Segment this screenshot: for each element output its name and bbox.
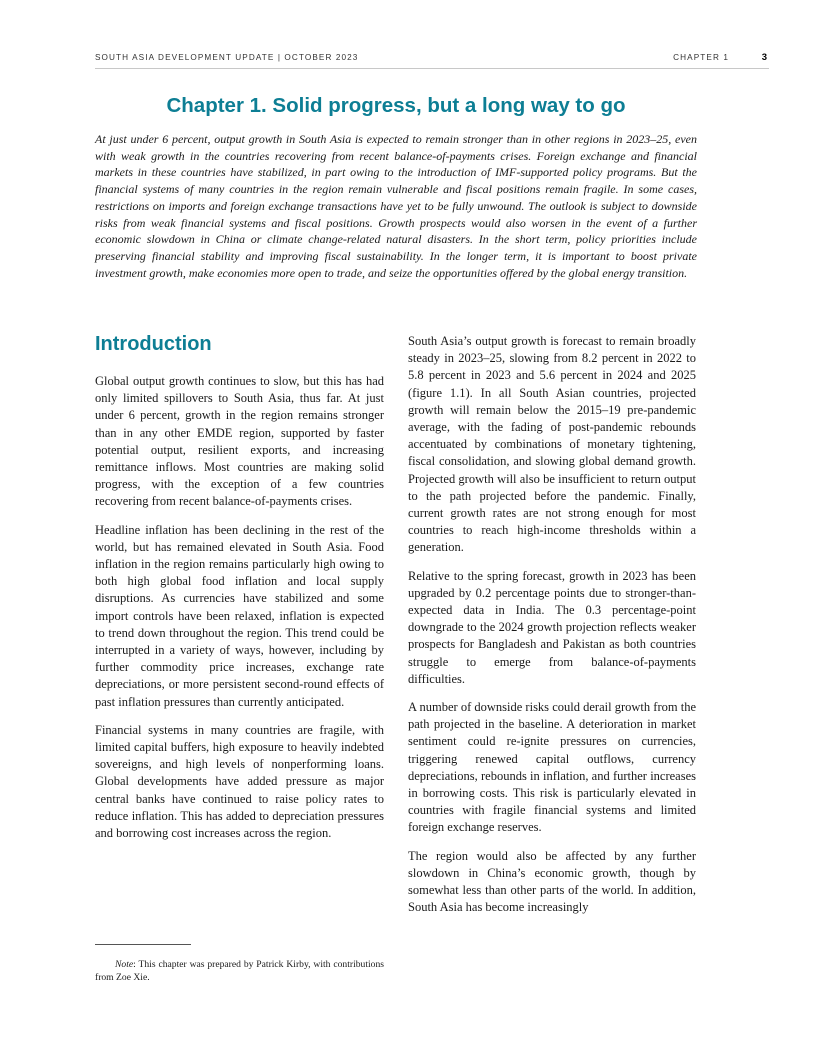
right-column (408, 333, 696, 928)
body-paragraph: Global output growth continues to slow, but this has had only limited spillovers to South Asia, thus far. At just under 6 percent, growth in the region remains stronger than in any other EMDE region, supported by faster potential output, resilient exports, and increasing remittance inflows. Most countries are making solid progress, with the exception of a few countries recovering from recent balance-of-payments crises. (95, 374, 384, 509)
chapter-title: Chapter 1. Solid progress, but a long way to go (166, 94, 626, 117)
chapter-summary: At just under 6 percent, output growth in South Asia is expected to remain stronger than in other regions in 2023–25, even with weak growth in the countries recovering from recent balance-of-payments crises. Foreign exchange and financial markets in these countries have stabilized, in part owing to the introduction of IMF-supported policy programs. But the financial systems of many countries in the region remain vulnerable and fiscal positions remain fragile. In some cases, restrictions on imports and foreign exchange transactions have yet to be fully unwound. The outlook is subject to downside risks from weak financial systems and fiscal positions. Growth prospects would also worsen in the event of a further economic slowdown in China or climate change-related natural disasters. In the short term, policy priorities include preserving financial stability and improving fiscal sustainability. In the longer term, it is important to boost private investment growth, make economies more open to trade, and seize the opportunities offered by the global energy transition. (95, 132, 697, 280)
body-paragraph: Headline inflation has been declining in the rest of the world, but has remained elevated in South Asia. Food inflation in the region remains particularly high owing to both high global food inflation and local supply disruptions. As currencies have stabilized and some import controls have been relaxed, inflation is expected to trend down throughout the region. This trend could be interrupted in a variety of ways, however, including by further commodity price increases, exchange rate depreciations, or more persistent second-round effects of past inflation pressures than currently anticipated. (95, 522, 384, 709)
left-column (95, 332, 384, 853)
body-paragraph: The region would also be affected by any further slowdown in China’s economic growth, though by somewhat less than other parts of the world. In addition, South Asia has become increasingly (408, 848, 696, 915)
publication-title: SOUTH ASIA DEVELOPMENT UPDATE | OCTOBER 2023 (95, 53, 359, 62)
page-number: 3 (761, 52, 767, 63)
header-divider (95, 68, 769, 69)
body-paragraph: A number of downside risks could derail growth from the path projected in the baseline. A deterioration in market sentiment could re-ignite pressures on currencies, triggering renewed capital outflows, currency depreciations, rebounds in inflation, and further increases in borrowing costs. This risk is particularly elevated in countries with fragile financial systems and limited foreign exchange reserves. (408, 700, 696, 835)
chapter-label: CHAPTER 1 (673, 53, 729, 62)
footnote-label: Note (115, 959, 134, 970)
footnote-text: : This chapter was prepared by Patrick Kirby, with contributions from Zoe Xie. (95, 959, 384, 983)
footnote (95, 958, 384, 984)
body-paragraph: Financial systems in many countries are fragile, with limited capital buffers, high exposure to heavily indebted sovereigns, and high levels of nonperforming loans. Global developments have added pressure as major central banks have continued to raise policy rates to reduce inflation. This has added to depreciation pressures and borrowing cost increases across the region. (95, 722, 384, 841)
body-paragraph: South Asia’s output growth is forecast to remain broadly steady in 2023–25, slowing from 8.2 percent in 2022 to 5.8 percent in 2023 and 5.6 percent in 2024 and 2025 (figure 1.1). In all South Asian countries, projected growth will remain below the 2015–19 pre-pandemic average, with the fading of post-pandemic rebounds accentuated by combinations of monetary tightening, fiscal consolidation, and slowing global demand growth. Projected growth will also be insufficient to return output to the path projected before the pandemic. Finally, current growth rates are not strong enough for most countries to reach high-income thresholds within a generation. (408, 334, 696, 555)
body-paragraph: Relative to the spring forecast, growth in 2023 has been upgraded by 0.2 percentage points due to stronger-than-expected data in India. The 0.3 percentage-point downgrade to the 2024 growth projection reflects weaker prospects for Bangladesh and Pakistan as both countries struggle to emerge from balance-of-payments difficulties. (408, 568, 696, 686)
section-heading-introduction: Introduction (95, 333, 212, 355)
footnote-divider (95, 944, 191, 945)
running-header (95, 53, 769, 67)
